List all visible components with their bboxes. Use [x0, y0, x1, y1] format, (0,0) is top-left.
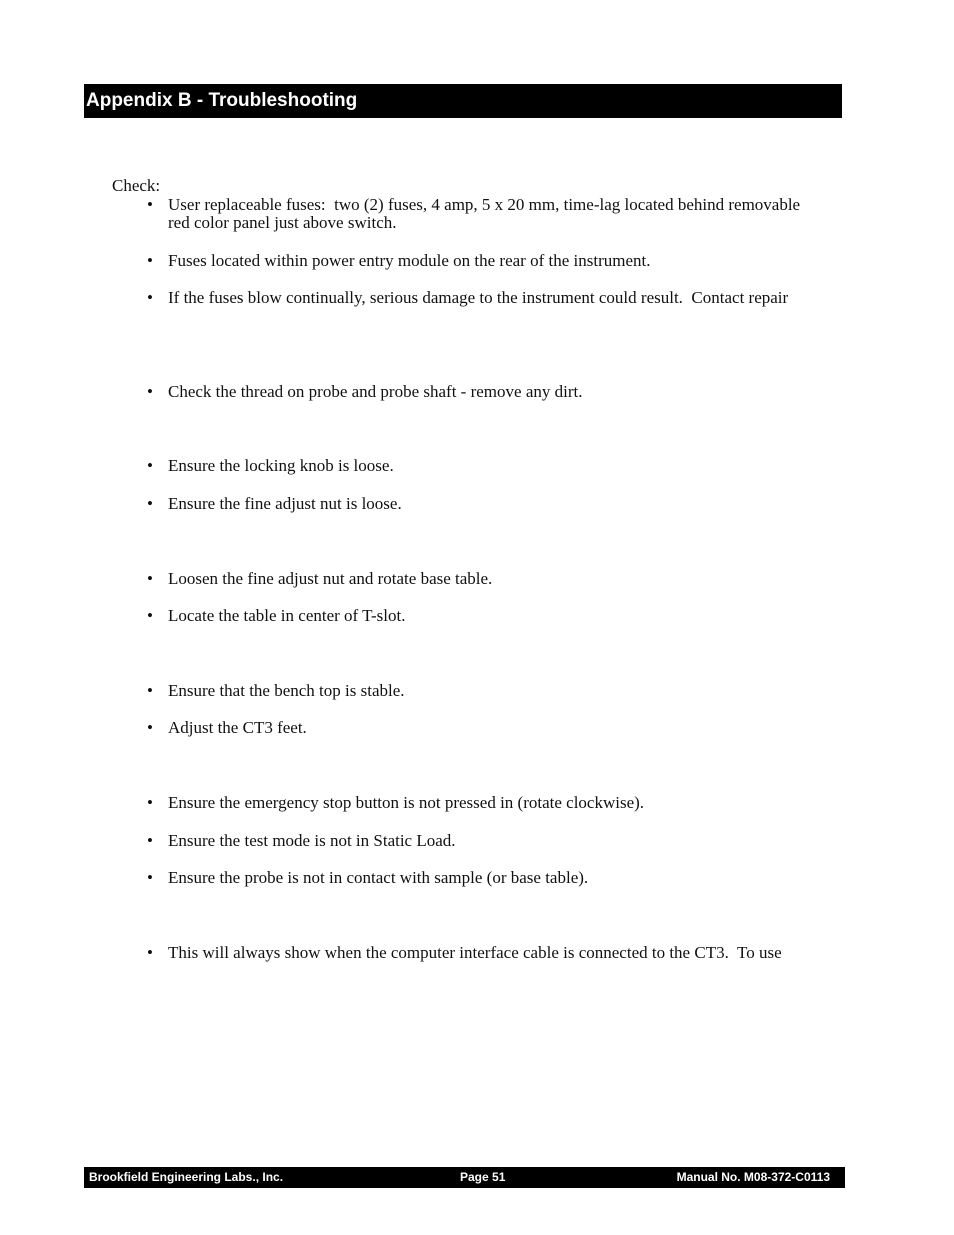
bullet-icon: • [147, 793, 153, 812]
bullet-icon: • [147, 718, 153, 737]
list-item-text: Fuses located within power entry module on the rear of the instrument. [168, 251, 651, 270]
list-item-text: If the fuses blow continually, serious damage to the instrument could result. Contact repair [168, 288, 789, 307]
bullet-icon: • [147, 943, 153, 962]
list-item-text: This will always show when the computer interface cable is connected to the CT3. To use [168, 943, 782, 962]
list-item-text: Ensure the emergency stop button is not pressed in (rotate clockwise). [168, 793, 645, 812]
list-item [147, 495, 847, 513]
list-item [147, 570, 847, 588]
bullet-icon: • [147, 494, 153, 513]
list-item-text: Ensure the probe is not in contact with sample (or base table). [168, 868, 589, 887]
list-item-text: Loosen the fine adjust nut and rotate base table. [168, 569, 493, 588]
bullet-icon: • [147, 382, 153, 401]
bullet-icon: • [147, 251, 153, 270]
list-item [147, 719, 847, 737]
page-footer [84, 1167, 845, 1188]
list-item-text: Adjust the CT3 feet. [168, 718, 307, 737]
list-item [147, 607, 847, 625]
check-label: Check: [112, 176, 161, 195]
section-title: Appendix B - Troubleshooting [86, 90, 358, 111]
bullet-icon: • [147, 569, 153, 588]
list-item-text: Locate the table in center of T-slot. [168, 606, 406, 625]
list-item-text: Ensure the locking knob is loose. [168, 456, 394, 475]
list-item [147, 832, 847, 850]
list-item-text: User replaceable fuses: two (2) fuses, 4 amp, 5 x 20 mm, time-lag located behind removable red color panel just above switch. [168, 195, 801, 232]
list-item [147, 944, 847, 962]
list-item [147, 457, 847, 475]
list-item-text: Check the thread on probe and probe shaft - remove any dirt. [168, 382, 583, 401]
bullet-icon: • [147, 288, 153, 307]
footer-company: Brookfield Engineering Labs., Inc. [89, 1170, 284, 1184]
bullet-icon: • [147, 606, 153, 625]
list-item-text: Ensure the test mode is not in Static Load. [168, 831, 456, 850]
list-item [147, 794, 847, 812]
list-item-text: Ensure the fine adjust nut is loose. [168, 494, 402, 513]
bullet-icon: • [147, 195, 153, 214]
list-item [147, 289, 847, 307]
list-item [147, 383, 847, 401]
list-item-text: Ensure that the bench top is stable. [168, 681, 405, 700]
bullet-icon: • [147, 831, 153, 850]
footer-page-number: Page 51 [460, 1170, 506, 1184]
bullet-icon: • [147, 681, 153, 700]
bullet-icon: • [147, 456, 153, 475]
section-header [84, 84, 842, 118]
list-item [147, 682, 847, 700]
list-item [147, 196, 847, 232]
list-item [147, 869, 847, 887]
footer-manual-number: Manual No. M08-372-C0113 [676, 1170, 830, 1184]
list-item [147, 252, 847, 270]
bullet-icon: • [147, 868, 153, 887]
